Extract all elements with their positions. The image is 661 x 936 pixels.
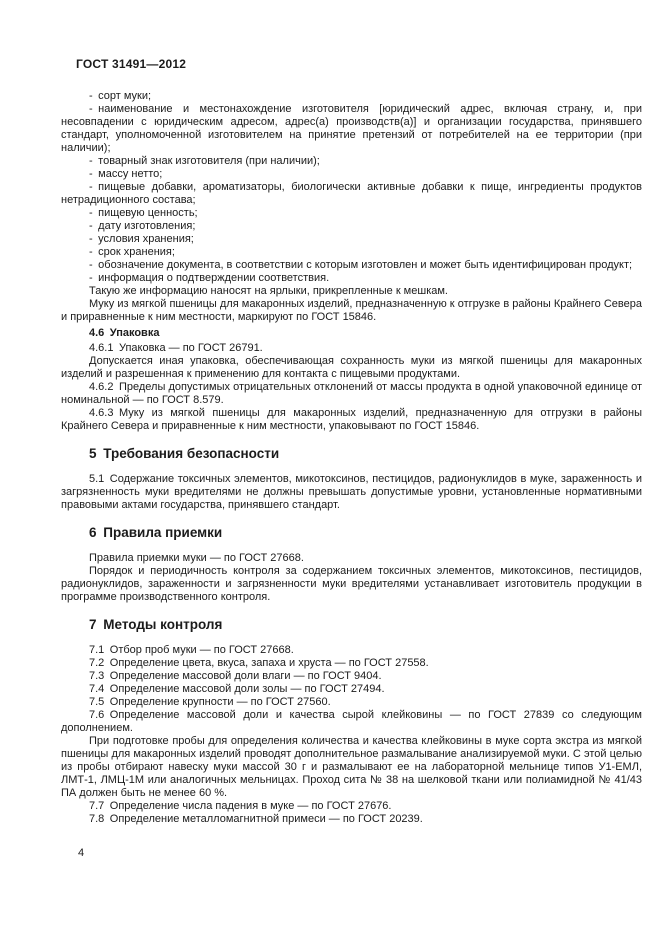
paragraph: 7.6 Определение массовой доли и качества сырой клейковины — по ГОСТ 27839 со следующим дополнением. [61, 709, 642, 734]
document-content [61, 90, 642, 826]
list-item: - товарный знак изготовителя (при наличии); [89, 155, 320, 167]
subsection-heading-4-6: 4.6 Упаковка [89, 327, 160, 339]
paragraph: 7.3 Определение массовой доли влаги — по ГОСТ 9404. [89, 670, 382, 682]
paragraph: 7.4 Определение массовой доли золы — по ГОСТ 27494. [89, 683, 385, 695]
document-code-header: ГОСТ 31491—2012 [76, 57, 187, 71]
paragraph: Порядок и периодичность контроля за содержанием токсичных элементов, микотоксинов, пестицидов, радионуклидов, зараженности и загрязненности муки вредителями устанавливает изготовитель продукции в программе производственного контроля. [61, 565, 642, 603]
section-heading-7: 7 Методы контроля [89, 617, 223, 632]
paragraph: Допускается иная упаковка, обеспечивающая сохранность муки из мягкой пшеницы для макаронных изделий и разрешенная к применению для контакта с пищевыми продуктами. [61, 355, 642, 380]
paragraph: 7.7 Определение числа падения в муке — по ГОСТ 27676. [89, 800, 392, 812]
list-item: - пищевые добавки, ароматизаторы, биологически активные добавки к пище, ингредиенты продуктов нетрадиционного состава; [61, 181, 642, 206]
paragraph: Муку из мягкой пшеницы для макаронных изделий, предназначенную к отгрузке в районы Крайнего Севера и приравненные к ним местности, маркируют по ГОСТ 15846. [61, 298, 642, 323]
paragraph: 7.2 Определение цвета, вкуса, запаха и хруста — по ГОСТ 27558. [89, 657, 429, 669]
list-item: - наименование и местонахождение изготовителя [юридический адрес, включая страну, и, при несовпадении с юридическим адресом, адрес(а) производств(а)] и организации государства, принявшего стандарт, уполномоченной изготовителем на принятие претензий от потребителей на ее территории (при наличии); [61, 103, 642, 154]
list-item: - обозначение документа, в соответствии с которым изготовлен и может быть идентифицирован продукт; [89, 259, 633, 271]
page-number: 4 [78, 847, 85, 859]
paragraph: 5.1 Содержание токсичных элементов, микотоксинов, пестицидов, радионуклидов в муке, зараженность и загрязненность муки вредителями не должны превышать допустимые уровни, установленные нормативными правовыми актами государства, принявшего стандарт. [61, 473, 642, 511]
list-item: - условия хранения; [89, 233, 194, 245]
list-item: - массу нетто; [89, 168, 163, 180]
paragraph: 4.6.2 Пределы допустимых отрицательных отклонений от массы продукта в одной упаковочной единице от номинальной — по ГОСТ 8.579. [61, 381, 642, 406]
list-item: - сорт муки; [89, 90, 152, 102]
paragraph: 4.6.1 Упаковка — по ГОСТ 26791. [89, 342, 263, 354]
section-heading-5: 5 Требования безопасности [89, 446, 280, 461]
paragraph: 7.5 Определение крупности — по ГОСТ 27560. [89, 696, 331, 708]
list-item: - дату изготовления; [89, 220, 196, 232]
list-item: - информация о подтверждении соответствия. [89, 272, 330, 284]
paragraph: 4.6.3 Муку из мягкой пшеницы для макаронных изделий, предназначенную для отгрузки в районы Крайнего Севера и приравненные к ним местности, упаковывают по ГОСТ 15846. [61, 407, 642, 432]
paragraph: Правила приемки муки — по ГОСТ 27668. [89, 552, 304, 564]
paragraph: Такую же информацию наносят на ярлыки, прикрепленные к мешкам. [89, 285, 448, 297]
section-heading-6: 6 Правила приемки [89, 525, 223, 540]
paragraph: 7.8 Определение металломагнитной примеси — по ГОСТ 20239. [89, 813, 423, 825]
list-item: - пищевую ценность; [89, 207, 198, 219]
list-item: - срок хранения; [89, 246, 175, 258]
paragraph: При подготовке пробы для определения количества и качества клейковины в муке сорта экстра из мягкой пшеницы для макаронных изделий проводят дополнительное размалывание анализируемой муки. С этой целью из пробы отбирают навеску муки массой 30 г и размалывают ее на лабораторной мельнице типов У1-ЕМЛ, ЛМТ-1, ЛМЦ-1М или аналогичных мельницах. Проход сита № 38 на шелковой ткани или полиамидной № 41/43 ПА должен быть не менее 60 %. [61, 735, 642, 799]
paragraph: 7.1 Отбор проб муки — по ГОСТ 27668. [89, 644, 294, 656]
